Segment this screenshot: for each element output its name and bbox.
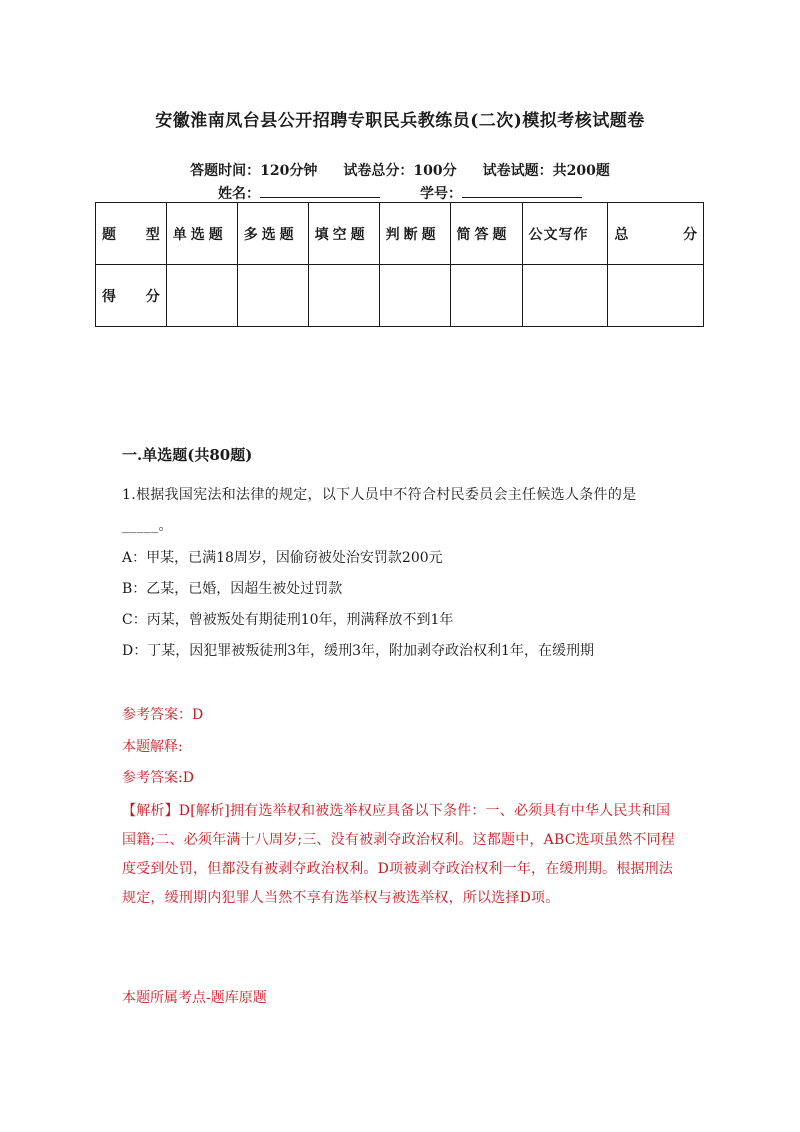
- exam-meta-line: [0, 160, 800, 180]
- header-multiple-choice: 多选题: [237, 203, 308, 265]
- score-table-header-row: [96, 203, 704, 265]
- header-total: 总 分: [608, 203, 704, 265]
- score-cell: [379, 265, 450, 327]
- exam-total-score: 试卷总分：100分: [343, 163, 457, 179]
- question-stem: 1.根据我国宪法和法律的规定，以下人员中不符合村民委员会主任候选人条件的是_____。: [122, 487, 637, 534]
- score-cell: [608, 265, 704, 327]
- header-short-answer: 简答题: [450, 203, 522, 265]
- score-table-score-row: [96, 265, 704, 327]
- student-info-line: [0, 183, 800, 203]
- score-cell: [237, 265, 308, 327]
- topic-note: 本题所属考点-题库原题: [122, 990, 267, 1006]
- header-question-type: 题 型: [96, 203, 167, 265]
- exam-title: 安徽淮南凤台县公开招聘专职民兵教练员(二次)模拟考核试题卷: [155, 111, 645, 131]
- header-document-writing: 公文写作: [522, 203, 608, 265]
- student-id-blank: [462, 183, 582, 198]
- option-d: D：丁某，因犯罪被叛徒刑3年，缓刑3年，附加剥夺政治权利1年，在缓刑期: [122, 643, 594, 659]
- student-id-label: 学号：: [420, 186, 462, 202]
- reference-answer: 参考答案：D: [122, 707, 204, 723]
- name-label: 姓名：: [218, 186, 260, 202]
- exam-question-count: 试卷试题：共200题: [482, 163, 610, 179]
- header-single-choice: 单选题: [166, 203, 237, 265]
- score-cell: [450, 265, 522, 327]
- name-blank: [260, 183, 380, 198]
- option-b: B：乙某，已婚，因超生被处过罚款: [122, 581, 343, 597]
- explanation-label: 本题解释:: [122, 739, 183, 755]
- score-table: [95, 202, 704, 327]
- reference-answer-repeat: 参考答案:D: [122, 770, 194, 786]
- exam-time: 答题时间：120分钟: [190, 163, 318, 179]
- section-heading: 一.单选题(共80题): [122, 446, 253, 464]
- option-c: C：丙某，曾被叛处有期徒刑10年，刑满释放不到1年: [122, 612, 454, 628]
- option-a: A：甲某，已满18周岁，因偷窃被处治安罚款200元: [122, 550, 443, 566]
- header-fill-blank: 填空题: [308, 203, 379, 265]
- score-cell: [308, 265, 379, 327]
- analysis-text: 【解析】D[解析]拥有选举权和被选举权应具备以下条件：一、必须具有中华人民共和国国籍;二、必须年满十八周岁;三、没有被剥夺政治权利。这都题中，ABC选项虽然不同程度受到处罚，但都没有被剥夺政治权利。D项被剥夺政治权利一年，在缓刑期。根据刑法规定，缓刑期内犯罪人当然不享有选举权与被选举权，所以选择D项。: [122, 803, 676, 906]
- score-cell: [522, 265, 608, 327]
- header-true-false: 判断题: [379, 203, 450, 265]
- row-label-score: 得 分: [96, 265, 167, 327]
- score-cell: [166, 265, 237, 327]
